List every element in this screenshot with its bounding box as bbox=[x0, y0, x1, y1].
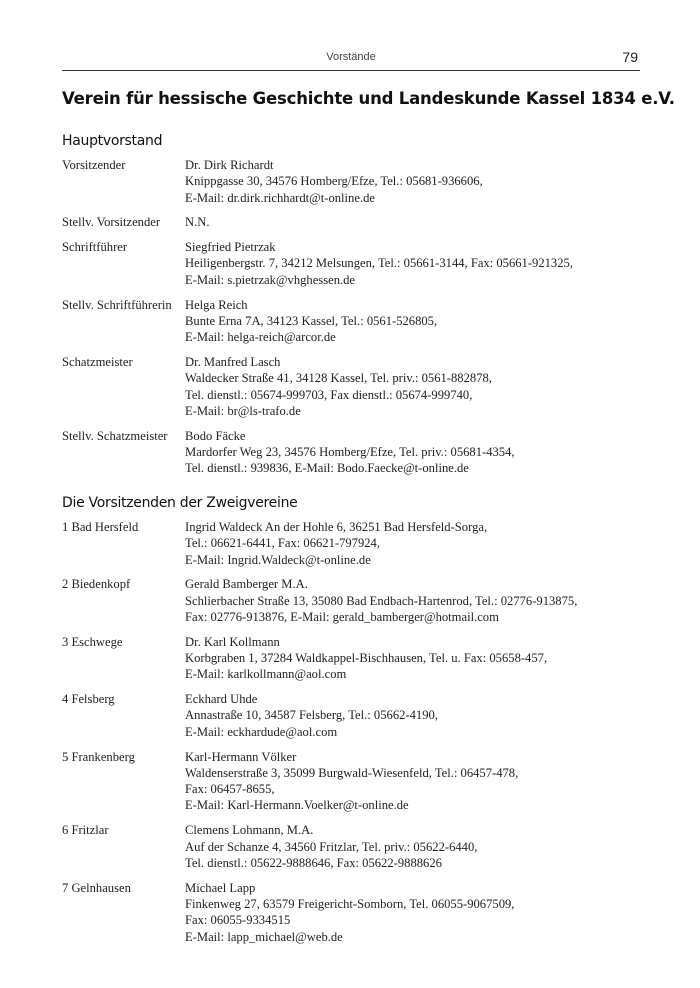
list-item bbox=[62, 214, 642, 230]
entry-name: N.N. bbox=[185, 215, 210, 230]
entry-role: Schatzmeister bbox=[62, 354, 133, 369]
entry-contact-line: Bunte Erna 7A, 34123 Kassel, Tel.: 0561-526805, bbox=[185, 313, 438, 328]
entry-contact-email-line[interactable]: E-Mail: Ingrid.Waldeck@t-online.de bbox=[185, 552, 371, 567]
entry-contact-line: Fax: 06055-9334515 bbox=[185, 913, 291, 928]
entry-contact-line: Korbgraben 1, 37284 Waldkappel-Bischhausen, Tel. u. Fax: 05658-457, bbox=[185, 651, 548, 666]
entry-contact-email-line[interactable]: Fax: 02776-913876, E-Mail: gerald_bamberger@hotmail.com bbox=[185, 609, 499, 624]
entry-name: Michael Lapp bbox=[185, 880, 256, 895]
entry-role: 4 Felsberg bbox=[62, 692, 115, 707]
list-item bbox=[62, 428, 642, 477]
entry-name: Clemens Lohmann, M.A. bbox=[185, 823, 314, 838]
entry-contact-email-line[interactable]: E-Mail: s.pietrzak@vhghessen.de bbox=[185, 272, 356, 287]
entry-contact-line: Waldenserstraße 3, 35099 Burgwald-Wiesenfeld, Tel.: 06457-478, bbox=[185, 765, 519, 780]
entry-contact-line: Heiligenbergstr. 7, 34212 Melsungen, Tel.: 05661-3144, Fax: 05661-921325, bbox=[185, 256, 573, 271]
section-heading-zweigvereine: Die Vorsitzenden der Zweigvereine bbox=[62, 495, 298, 511]
entry-contact-email-line[interactable]: E-Mail: br@ls-trafo.de bbox=[185, 403, 301, 418]
entry-name: Karl-Hermann Völker bbox=[185, 749, 297, 764]
entry-details bbox=[185, 519, 487, 568]
entry-role: 3 Eschwege bbox=[62, 634, 123, 649]
entry-details bbox=[185, 297, 437, 346]
entry-name: Ingrid Waldeck An der Hohle 6, 36251 Bad Hersfeld-Sorga, bbox=[185, 520, 488, 534]
entry-role: Stellv. Schriftführerin bbox=[62, 297, 172, 312]
entry-details bbox=[185, 634, 547, 683]
entry-role: 1 Bad Hersfeld bbox=[62, 520, 139, 534]
entry-contact-line: Knippgasse 30, 34576 Homberg/Efze, Tel.: 05681-936606, bbox=[185, 174, 483, 189]
entry-contact-line: Finkenweg 27, 63579 Freigericht-Somborn, Tel. 06055-9067509, bbox=[185, 896, 515, 911]
entry-details bbox=[185, 691, 438, 740]
entry-details bbox=[185, 749, 518, 814]
list-item bbox=[62, 297, 642, 346]
entry-contact-line: Auf der Schanze 4, 34560 Fritzlar, Tel. priv.: 05622-6440, bbox=[185, 839, 478, 854]
page-title: Verein für hessische Geschichte und Landeskunde Kassel 1834 e.V. bbox=[62, 89, 675, 108]
entry-details bbox=[185, 880, 514, 945]
list-item bbox=[62, 880, 642, 945]
entry-contact-line: Tel. dienstl.: 05674-999703, Fax dienstl.: 05674-999740, bbox=[185, 387, 473, 402]
entry-details bbox=[185, 354, 492, 419]
entry-details bbox=[185, 214, 210, 230]
entry-contact-email-line[interactable]: Tel. dienstl.: 939836, E-Mail: Bodo.Faecke@t-online.de bbox=[185, 461, 469, 476]
entry-name: Siegfried Pietrzak bbox=[185, 240, 276, 255]
entry-details bbox=[185, 239, 573, 288]
list-item bbox=[62, 822, 642, 871]
entry-name: Dr. Dirk Richardt bbox=[185, 158, 274, 172]
entry-name: Dr. Karl Kollmann bbox=[185, 634, 280, 649]
entry-contact-email-line[interactable]: E-Mail: karlkollmann@aol.com bbox=[185, 667, 347, 682]
entry-details bbox=[185, 157, 483, 206]
running-header bbox=[62, 50, 640, 71]
list-item bbox=[62, 239, 642, 288]
list-item bbox=[62, 576, 642, 625]
page-number: 79 bbox=[622, 49, 638, 65]
entry-contact-email-line[interactable]: E-Mail: Karl-Hermann.Voelker@t-online.de bbox=[185, 798, 409, 813]
entry-role: 5 Frankenberg bbox=[62, 749, 135, 764]
entry-details bbox=[185, 576, 577, 625]
entry-contact-line: Tel. dienstl.: 05622-9888646, Fax: 05622-9888626 bbox=[185, 855, 442, 870]
list-item bbox=[62, 749, 642, 814]
entry-name: Eckhard Uhde bbox=[185, 692, 258, 707]
entry-contact-line: Waldecker Straße 41, 34128 Kassel, Tel. priv.: 0561-882878, bbox=[185, 371, 492, 386]
entry-contact-line: Fax: 06457-8655, bbox=[185, 782, 275, 797]
entry-contact-line: Schlierbacher Straße 13, 35080 Bad Endbach-Hartenrod, Tel.: 02776-913875, bbox=[185, 593, 578, 608]
entry-contact-line: Tel.: 06621-6441, Fax: 06621-797924, bbox=[185, 536, 381, 551]
list-item bbox=[62, 519, 642, 568]
list-item bbox=[62, 634, 642, 683]
list-item bbox=[62, 691, 642, 740]
entry-name: Bodo Fäcke bbox=[185, 428, 246, 443]
entry-name: Dr. Manfred Lasch bbox=[185, 354, 281, 369]
entry-role: Schriftführer bbox=[62, 240, 128, 255]
entry-role: Stellv. Vorsitzender bbox=[62, 215, 161, 230]
entry-role: 6 Fritzlar bbox=[62, 823, 109, 838]
zweigvereine-list bbox=[62, 519, 642, 953]
entry-name: Helga Reich bbox=[185, 297, 248, 312]
entry-name: Gerald Bamberger M.A. bbox=[185, 577, 308, 592]
entry-contact-email-line[interactable]: E-Mail: lapp_michael@web.de bbox=[185, 929, 343, 944]
entry-details bbox=[185, 428, 515, 477]
entry-contact-email-line[interactable]: E-Mail: eckhardude@aol.com bbox=[185, 724, 338, 739]
entry-role: Vorsitzender bbox=[62, 158, 126, 172]
entry-contact-line: Mardorfer Weg 23, 34576 Homberg/Efze, Tel. priv.: 05681-4354, bbox=[185, 444, 515, 459]
entry-role: 7 Gelnhausen bbox=[62, 880, 131, 895]
list-item bbox=[62, 354, 642, 419]
entry-details bbox=[185, 822, 477, 871]
entry-role: Stellv. Schatzmeister bbox=[62, 428, 168, 443]
list-item bbox=[62, 157, 642, 206]
entry-role: 2 Biedenkopf bbox=[62, 577, 131, 592]
entry-contact-email-line[interactable]: E-Mail: helga-reich@arcor.de bbox=[185, 330, 336, 345]
entry-contact-email-line[interactable]: E-Mail: dr.dirk.richhardt@t-online.de bbox=[185, 190, 375, 205]
entry-contact-line: Annastraße 10, 34587 Felsberg, Tel.: 05662-4190, bbox=[185, 708, 438, 723]
running-title: Vorstände bbox=[326, 51, 376, 63]
section-heading-hauptvorstand: Hauptvorstand bbox=[62, 133, 163, 149]
hauptvorstand-list bbox=[62, 157, 642, 485]
